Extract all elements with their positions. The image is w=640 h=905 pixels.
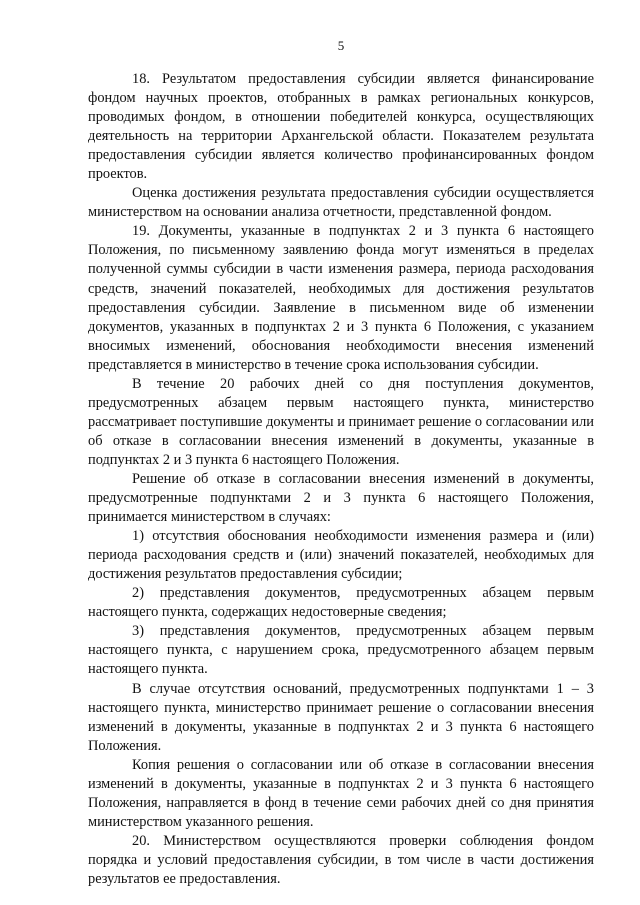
paragraph-20-inspections: 20. Министерством осуществляются проверки соблюдения фондом порядка и условий предоставления субсидии, в том числе в части достижения результатов ее предоставления. [88,832,594,887]
paragraph-approval: В случае отсутствия оснований, предусмотренных подпунктами 1 – 3 настоящего пункта, министерство принимает решение о согласовании внесения изменений в документы, указанные в подпунктах 2 и 3 пункта 6 настоящего Положения. [88,680,594,754]
paragraph-refusal-cases: Решение об отказе в согласовании внесения изменений в документы, предусмотренные подпунктами 2 и 3 пункта 6 настоящего Положения, принимается министерством в случаях: [88,470,594,526]
paragraph-review-period: В течение 20 рабочих дней со дня поступления документов, предусмотренных абзацем первым настоящего пункта, министерство рассматривает поступившие документы и принимает решение о согласовании или об отказе в согласовании внесения изменений в документы, указанные в подпунктах 2 и 3 пункта 6 настоящего Положения. [88,375,594,468]
list-item-refusal-2: 2) представления документов, предусмотренных абзацем первым настоящего пункта, содержащих недостоверные сведения; [88,585,594,621]
list-item-refusal-1: 1) отсутствия обоснования необходимости изменения размера и (или) периода расходования средств и (или) значений показателей, необходимых для достижения результатов предоставления субсидии; [88,528,594,583]
paragraph-18-result: 18. Результатом предоставления субсидии является финансирование фондом научных проектов, отобранных в рамках региональных конкурсов, проводимых фондом, в отношении победителей конкурса, осуществляющих деятельность на территории Архангельской области. Показателем результата предоставления субсидии является количество профинансированных фондом проектов. [88,71,594,183]
paragraph-result-assessment: Оценка достижения результата предоставления субсидии осуществляется министерством на основании анализа отчетности, представленной фондом. [88,185,594,221]
page-number: 5 [337,38,345,53]
list-item-refusal-3: 3) представления документов, предусмотренных абзацем первым настоящего пункта, с нарушением срока, предусмотренного абзацем первым настоящего пункта. [88,623,594,678]
paragraph-19-documents-change: 19. Документы, указанные в подпунктах 2 и 3 пункта 6 настоящего Положения, по письменному заявлению фонда могут изменяться в пределах полученной суммы субсидии в части изменения размера, периода расходования средств, значений показателей, необходимых для достижения результатов предоставления субсидии. Заявление в письменном виде об изменении документов, указанных в подпунктах 2 и 3 пункта 6 Положения, с указанием вносимых изменений, обоснования необходимости внесения изменений представляется в министерство в течение срока использования субсидии. [88,223,594,373]
paragraph-decision-copy: Копия решения о согласовании или об отказе в согласовании внесения изменений в документы, указанные в подпунктах 2 и 3 пункта 6 настоящего Положения, направляется в фонд в течение семи рабочих дней со дня принятия министерством указанного решения. [88,756,594,830]
